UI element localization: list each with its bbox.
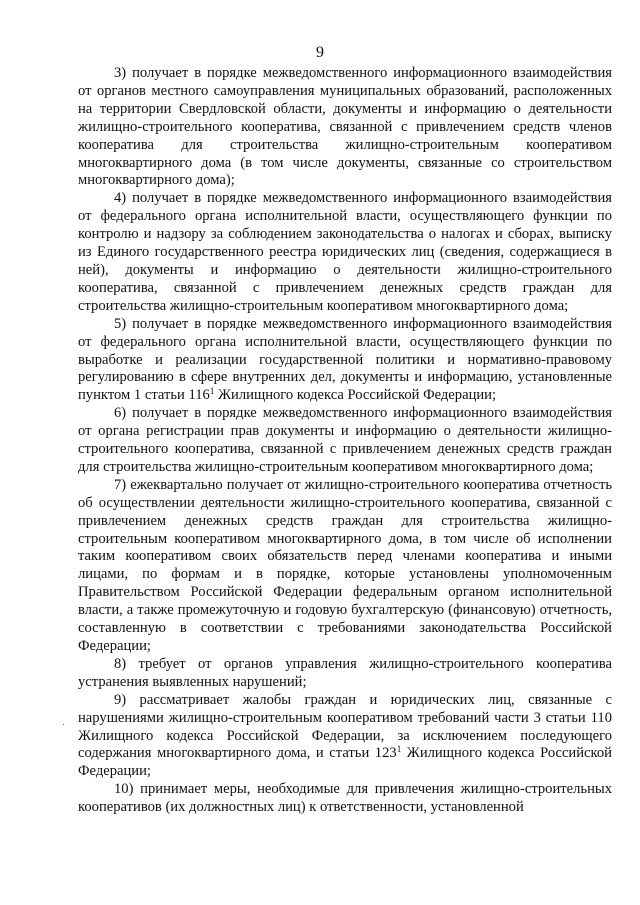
margin-mark: · [62, 720, 66, 731]
paragraph-item-3: 3) получает в порядке межведомственного информационного взаимодействия от органов местного самоуправления муниципальных образований, расположенных на территории Свердловской области, документы и информацию о деятельности жилищно-строительного кооператива, связанной с привлечением средств членов кооператива для строительства жилищно-строительным кооперативом многоквартирного дома (в том числе документы, связанные со строительством многоквартирного дома); [78, 65, 612, 189]
page-number: 9 [316, 44, 324, 61]
paragraph-item-5-text: 5) получает в порядке межведомственного информационного взаимодействия от федерального органа исполнительной власти, осуществляющего функции по выработке и реализации государственной политики и нормативно-правовому регулированию в сфере внутренних дел, документы и информацию, установленные пунктом 1 статьи 116 [78, 315, 612, 404]
document-body [78, 65, 612, 817]
paragraph-item-7: 7) ежеквартально получает от жилищно-строительного кооператива отчетность об осуществлении деятельности жилищно-строительного кооператива, связанной с привлечением денежных средств граждан для строительства жилищно-строительным кооперативом многоквартирного дома, в том числе об исполнении таким кооперативом своих обязательств перед членами кооператива и иными лицами, по формам и в порядке, которые установлены уполномоченным Правительством Российской Федерации федеральным органом исполнительной власти, а также промежуточную и годовую бухгалтерскую (финансовую) отчетность, составленную в соответствии с требованиями законодательства Российской Федерации; [78, 476, 612, 654]
paragraph-item-9-tail: Жилищного кодекса Российской Федерации; [78, 745, 612, 780]
paragraph-item-6: 6) получает в порядке межведомственного информационного взаимодействия от органа регистрации прав документы и информацию о деятельности жилищно-строительного кооператива, связанной с привлечением денежных средств граждан для строительства жилищно-строительным кооперативом многоквартирного дома; [78, 405, 612, 475]
paragraph-item-4: 4) получает в порядке межведомственного информационного взаимодействия от федерального органа исполнительной власти, осуществляющего функции по контролю и надзору за соблюдением законодательства о налогах и сборах, выписку из Единого государственного реестра юридических лиц (сведения, содержащиеся в ней), документы и информацию о деятельности жилищно-строительного кооператива, связанной с привлечением денежных средств граждан для строительства жилищно-строительным кооперативом многоквартирного дома; [78, 190, 612, 314]
superscript-marker: 1 [209, 386, 215, 397]
paragraph-item-9 [78, 692, 612, 782]
superscript-marker: 1 [396, 744, 402, 755]
paragraph-item-9-text: 9) рассматривает жалобы граждан и юридических лиц, связанные с нарушениями жилищно-строительным кооперативом требований части 3 статьи 110 Жилищного кодекса Российской Федерации, за исключением последующего содержания многоквартирного дома, и статьи 123 [78, 691, 612, 762]
paragraph-item-10: 10) принимает меры, необходимые для привлечения жилищно-строительных кооперативов (их должностных лиц) к ответственности, установленной [78, 781, 612, 816]
paragraph-item-8: 8) требует от органов управления жилищно-строительного кооператива устранения выявленных нарушений; [78, 655, 612, 690]
paragraph-item-5 [78, 316, 612, 406]
paragraph-item-5-tail: Жилищного кодекса Российской Федерации; [214, 387, 497, 404]
